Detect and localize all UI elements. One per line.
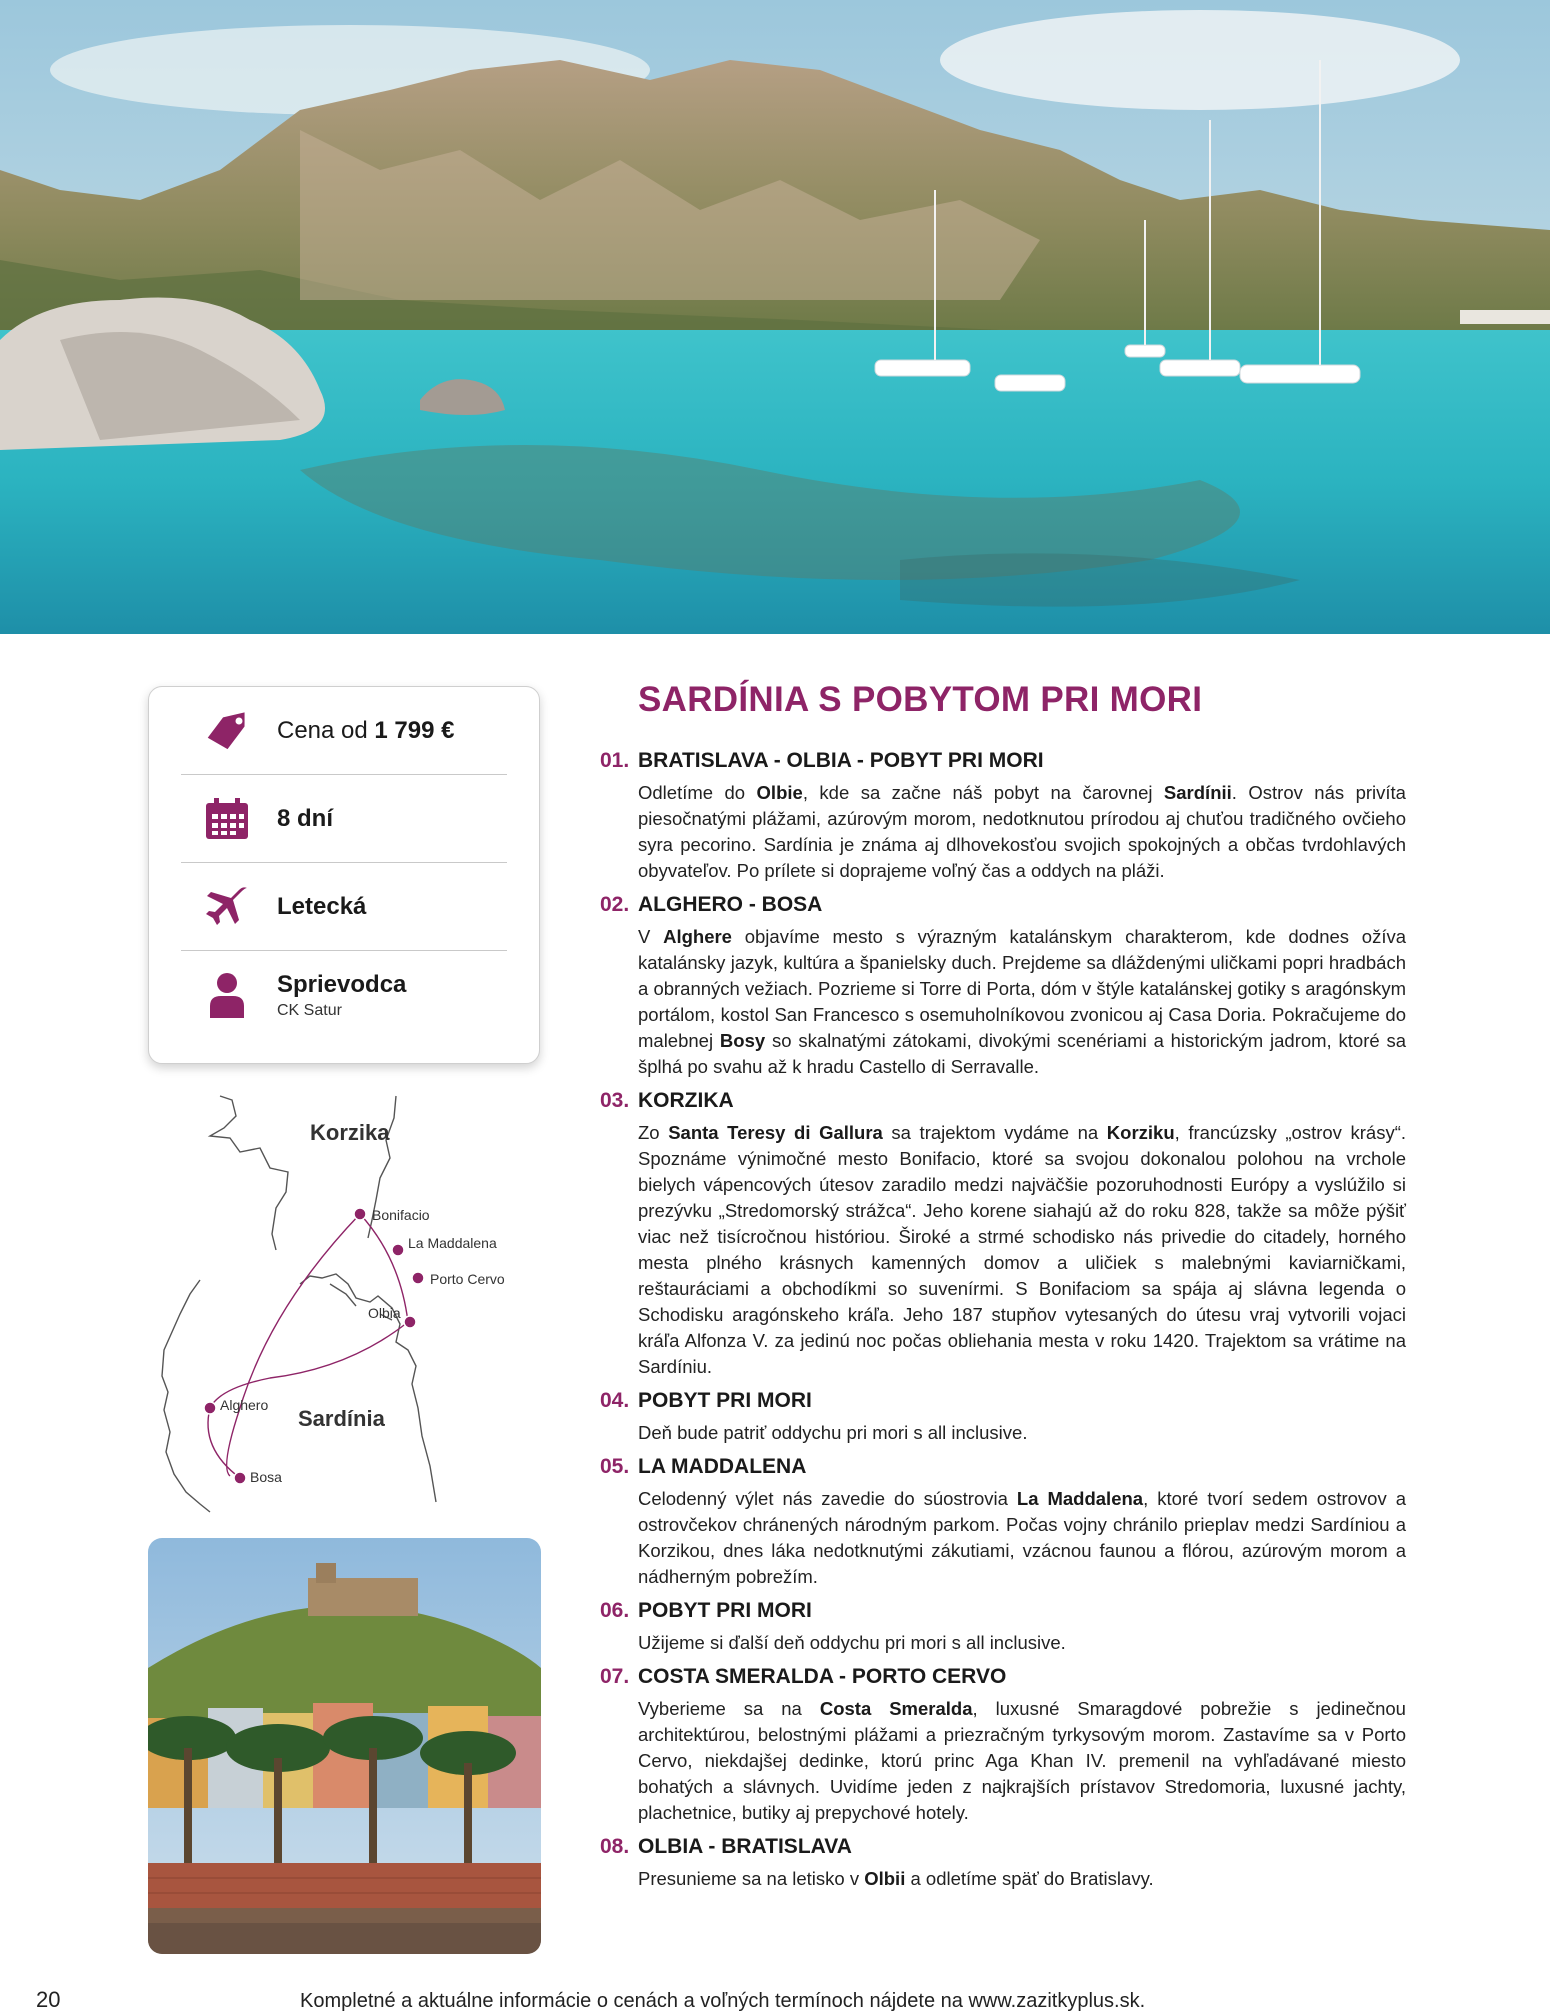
map-label-bosa: Bosa bbox=[250, 1469, 282, 1485]
itinerary-day bbox=[600, 1832, 1406, 1892]
day-heading bbox=[600, 1832, 1406, 1862]
corsica-coastline bbox=[210, 1096, 288, 1250]
text-segment: sa trajektom vydáme na bbox=[882, 1122, 1107, 1143]
map-label-olbia: Olbia bbox=[368, 1305, 401, 1321]
map-point-porto-cervo bbox=[412, 1272, 424, 1284]
route-alghero-bosa bbox=[208, 1408, 240, 1478]
guide-text-block bbox=[277, 971, 406, 1020]
day-number: 04. bbox=[600, 1389, 630, 1412]
itinerary-list bbox=[600, 746, 1406, 1898]
bosa-town-photo bbox=[148, 1538, 541, 1954]
route-olbia-alghero bbox=[210, 1322, 408, 1408]
route-bonifacio-bosa bbox=[227, 1214, 360, 1476]
map-label-porto-cervo: Porto Cervo bbox=[430, 1271, 505, 1287]
duration-text: 8 dní bbox=[277, 804, 334, 832]
map-label-sardinia: Sardínia bbox=[298, 1406, 385, 1431]
map-point-alghero bbox=[204, 1402, 216, 1414]
day-title: POBYT PRI MORI bbox=[638, 1599, 812, 1622]
highlighted-place: Bosy bbox=[719, 1030, 766, 1051]
day-description bbox=[638, 1696, 1406, 1826]
day-number: 08. bbox=[600, 1835, 630, 1858]
highlighted-place: Korziku bbox=[1106, 1122, 1175, 1143]
highlighted-place: Costa Smeralda bbox=[819, 1698, 973, 1719]
day-description bbox=[638, 1630, 1406, 1656]
day-number: 07. bbox=[600, 1665, 630, 1688]
itinerary-day bbox=[600, 746, 1406, 884]
day-heading bbox=[600, 890, 1406, 920]
day-title: LA MADDALENA bbox=[638, 1455, 807, 1478]
itinerary-day bbox=[600, 890, 1406, 1080]
trip-info-card bbox=[148, 686, 540, 1064]
itinerary-day bbox=[600, 1662, 1406, 1826]
hero-photo-bay bbox=[0, 0, 1550, 634]
text-segment: Odletíme do bbox=[638, 782, 757, 803]
highlighted-place: Olbie bbox=[756, 782, 803, 803]
page-title: SARDÍNIA S POBYTOM PRI MORI bbox=[638, 680, 1203, 719]
day-description bbox=[638, 924, 1406, 1080]
day-number: 01. bbox=[600, 749, 630, 772]
day-heading bbox=[600, 1452, 1406, 1482]
day-description bbox=[638, 1486, 1406, 1590]
highlighted-place: Santa Teresy di Gallura bbox=[668, 1122, 883, 1143]
day-title: POBYT PRI MORI bbox=[638, 1389, 812, 1412]
text-segment: , ktoré tvorí sedem ostrovov a ostrovčekov chránených národným parkom. Počas vojny chránilo prieplav medzi Sardíniou a Korzikou, dnes láka nedotknutými zákutiami, vzácnou faunou a flórou, azúrovým morom a nádherným pobrežím. bbox=[638, 1488, 1406, 1587]
price-text: Cena od 1 799 € bbox=[277, 716, 455, 744]
footer-note: Kompletné a aktuálne informácie o cenách a voľných termínoch nájdete na www.zazitkyplus.sk. bbox=[300, 1990, 1146, 2012]
day-heading bbox=[600, 1386, 1406, 1416]
text-segment: , luxusné Smaragdové pobrežie s jedinečnou architektúrou, belostnými plážami a priezračným tyrkysovým morom. Zastavíme sa v Porto Cervo, niekdajšej dedinke, ktorú princ Aga Khan IV. premenil na vyhľadávané miesto bohatých a slávnych. Uvidíme jeden z najkrajších prístavov Stredomoria, luxusné jachty, plachetnice, butiky aj prepychové hotely. bbox=[638, 1698, 1406, 1823]
highlighted-place: Olbii bbox=[864, 1868, 906, 1889]
day-number: 02. bbox=[600, 893, 630, 916]
text-segment: Užijeme si ďalší deň oddychu pri mori s all inclusive. bbox=[638, 1632, 1066, 1653]
itinerary-day bbox=[600, 1086, 1406, 1380]
map-point-olbia bbox=[404, 1316, 416, 1328]
day-heading bbox=[600, 1086, 1406, 1116]
person-icon bbox=[199, 967, 255, 1023]
calendar-icon bbox=[199, 791, 255, 847]
map-point-bonifacio bbox=[354, 1208, 366, 1220]
text-segment: V bbox=[638, 926, 664, 947]
transport-text: Letecká bbox=[277, 892, 367, 920]
day-title: ALGHERO - BOSA bbox=[638, 893, 823, 916]
sardinia-west-coast bbox=[162, 1280, 210, 1512]
itinerary-day bbox=[600, 1452, 1406, 1590]
day-heading bbox=[600, 1596, 1406, 1626]
text-segment: a odletíme späť do Bratislavy. bbox=[905, 1868, 1154, 1889]
price-tag-icon bbox=[199, 703, 255, 759]
text-segment: Vyberieme sa na bbox=[638, 1698, 820, 1719]
text-segment: Presunieme sa na letisko v bbox=[638, 1868, 865, 1889]
day-description bbox=[638, 780, 1406, 884]
airplane-icon bbox=[199, 879, 255, 935]
day-heading bbox=[600, 1662, 1406, 1692]
text-segment: , francúzsky „ostrov krásy“. Spoznáme výnimočné mesto Bonifacio, ktoré sa svojou dokonalou polohou na vrchole bielych vápencových útesov zaradilo medzi najväčšie pozoruhodnosti Európy a vyslúžilo si prezývku „Stredomorský strážca“. Jeho korene siahajú až do roku 828, takže sa môže pýšiť viac než tisícročnou históriou. Široké a strmé schodisko nás privedie do citadely, horného mesta plného krásnych kamenných domov a uličiek s malebnými kaviarničkami, reštauráciami a obchodíkmi so suvenírmi. S Bonifaciom sa spája aj slávna legenda o Schodisku aragónskeho kráľa. Jeho 187 stupňov vytesaných do útesu vraj vytvorili vojaci kráľa Alfonza V. za jedinú noc počas obliehania mesta v roku 1420. Trajektom sa vrátime na Sardíniu. bbox=[638, 1122, 1407, 1377]
highlighted-place: La Maddalena bbox=[1016, 1488, 1144, 1509]
text-segment: Celodenný výlet nás zavedie do súostrovia bbox=[638, 1488, 1017, 1509]
text-segment: . Ostrov nás privíta piesočnatými plážami, azúrovým morom, nedotknutou prírodou aj chuťou tradičného ovčieho syra pecorino. Sardínia je známa aj dlhovekosťou svojich spokojných a občas tvrdohlavých obyvateľov. Po prílete si doprajeme voľný čas a oddych na pláži. bbox=[638, 782, 1406, 881]
page-number: 20 bbox=[36, 1987, 61, 2012]
text-segment: Zo bbox=[638, 1122, 669, 1143]
map-point-la-maddalena bbox=[392, 1244, 404, 1256]
itinerary-day bbox=[600, 1386, 1406, 1446]
map-label-la-maddalena: La Maddalena bbox=[408, 1235, 497, 1251]
text-segment: , kde sa začne náš pobyt na čarovnej bbox=[802, 782, 1164, 803]
day-number: 06. bbox=[600, 1599, 630, 1622]
map-label-corsica: Korzika bbox=[310, 1120, 390, 1145]
day-description bbox=[638, 1420, 1406, 1446]
text-segment: Deň bude patriť oddychu pri mori s all inclusive. bbox=[638, 1422, 1028, 1443]
guide-row bbox=[181, 951, 507, 1039]
day-title: OLBIA - BRATISLAVA bbox=[638, 1835, 852, 1858]
day-title: COSTA SMERALDA - PORTO CERVO bbox=[638, 1665, 1007, 1688]
text-segment: objavíme mesto s výrazným katalánskym charakterom, kde dodnes ožíva katalánsky jazyk, kultúra a španielsky duch. Prejdeme sa dláždenými uličkami popri hradbách a obranných vežiach. Pozrieme si Torre di Porta, dóm v štýle katalánskej gotiky s aragónskym portálom, kostol San Francesco s osemuholníkovou zvonicou aj Casa Doria. Pokračujeme do malebnej bbox=[638, 926, 1406, 1051]
day-number: 03. bbox=[600, 1089, 630, 1112]
map-label-alghero: Alghero bbox=[220, 1397, 269, 1413]
route-map bbox=[160, 1088, 540, 1518]
highlighted-place: Alghere bbox=[663, 926, 732, 947]
day-description bbox=[638, 1120, 1406, 1380]
guide-sub: CK Satur bbox=[277, 1001, 342, 1019]
day-number: 05. bbox=[600, 1455, 630, 1478]
map-label-bonifacio: Bonifacio bbox=[372, 1207, 430, 1223]
price-row bbox=[181, 687, 507, 775]
day-title: KORZIKA bbox=[638, 1089, 734, 1112]
highlighted-place: Sardínii bbox=[1163, 782, 1232, 803]
duration-row bbox=[181, 775, 507, 863]
day-title: BRATISLAVA - OLBIA - POBYT PRI MORI bbox=[638, 749, 1044, 772]
day-description bbox=[638, 1866, 1406, 1892]
day-heading bbox=[600, 746, 1406, 776]
text-segment: so skalnatými zátokami, divokými scenériami a historickým jadrom, ktoré sa šplhá po svahu až k hradu Castello di Serravalle. bbox=[638, 1030, 1406, 1077]
guide-title: Sprievodca bbox=[277, 970, 407, 998]
itinerary-day bbox=[600, 1596, 1406, 1656]
map-point-bosa bbox=[234, 1472, 246, 1484]
transport-row bbox=[181, 863, 507, 951]
